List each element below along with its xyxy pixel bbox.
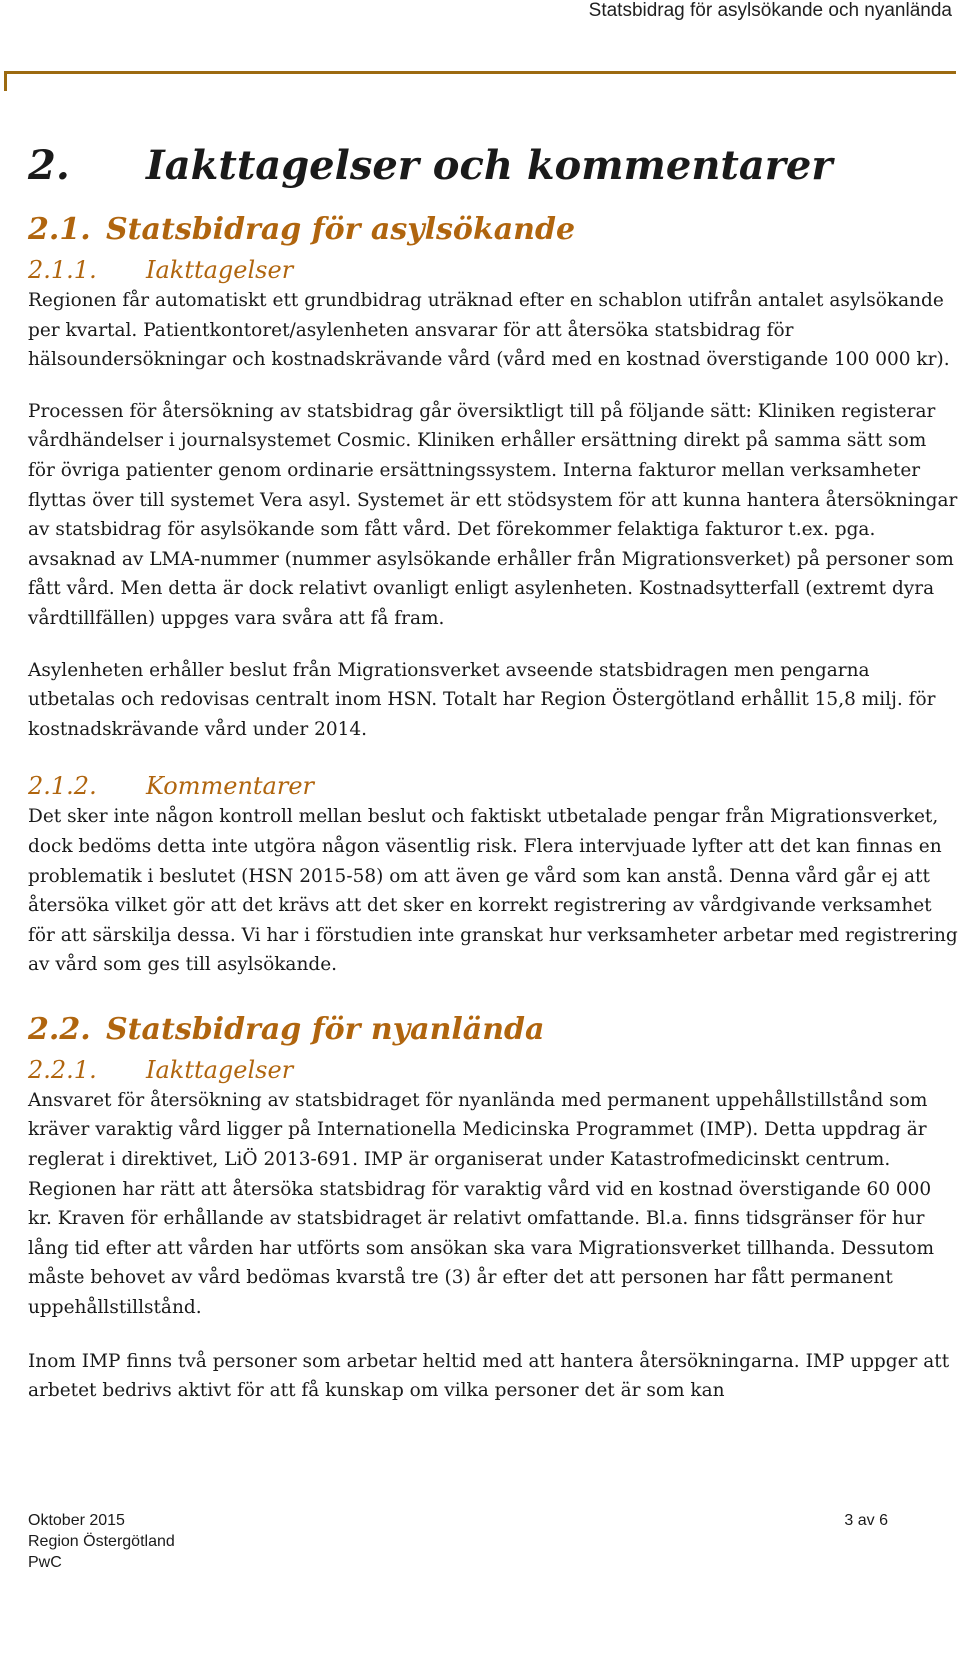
subsection-heading-2-1-2 (28, 770, 958, 802)
paragraph: Inom IMP finns två personer som arbetar heltid med att hantera återsökningarna. IMP uppger att arbetet bedrivs aktivt för att få kunskap om vilka personer det är som kan (28, 1350, 950, 1402)
chapter-title: Iakttagelser och kommentarer (146, 142, 833, 189)
section-title: Statsbidrag för asylsökande (106, 212, 576, 247)
subsection-title: Iakttagelser (146, 256, 294, 284)
subsection-title: Iakttagelser (146, 1055, 294, 1084)
paragraph: Ansvaret för återsökning av statsbidraget för nyanlända med permanent uppehållstillstånd som kräver varaktig vård ligger på Internationella Medicinska Programmet (IMP). Detta uppdrag är reglerat i direktivet, LiÖ 2013-691. IMP är organiserat under Katastrofmedicinskt centrum. Regionen har rätt att återsöka statsbidrag för varaktig vård vid en kostnad överstigande 60 000 kr. Kraven för erhållande av statsbidraget är relativt omfattande. Bl.a. finns tidsgränser för hur lång tid efter att vården har utförts som ansökan ska vara Migrationsverket tillhanda. Dessutom måste behovet av vård bedömas kvarstå tre (3) år efter det att personen har fått permanent uppehållstillstånd. (28, 1089, 935, 1319)
paragraph: Regionen får automatiskt ett grundbidrag uträknad efter en schablon utifrån antalet asylsökande per kvartal. Patientkontoret/asylenheten ansvarar för att återsöka statsbidrag för hälsoundersökningar och kostnadskrävande vård (vård med en kostnad överstigande 100 000 kr). (28, 290, 950, 371)
section-number: 2.2. (28, 1011, 91, 1047)
chapter-heading (28, 140, 958, 192)
paragraph: Asylenheten erhåller beslut från Migrationsverket avseende statsbidragen men pengarna utbetalas och redovisas centralt inom HSN. Totalt har Region Östergötland erhållit 15,8 milj. för kostnadskrävande vård under 2014. (28, 659, 936, 740)
subsection-heading-2-2-1 (28, 1054, 958, 1086)
subsection-number: 2.2.1. (28, 1055, 97, 1084)
footer-date: Oktober 2015 (28, 1512, 125, 1529)
subsection-number: 2.1.1. (28, 256, 97, 284)
section-heading-2-1 (28, 210, 958, 250)
section-heading-2-2 (28, 1010, 958, 1050)
section-title: Statsbidrag för nyanlända (106, 1011, 545, 1047)
page-number: 3 av 6 (844, 1512, 888, 1529)
section-number: 2.1. (28, 212, 91, 247)
document-body (28, 140, 958, 1406)
paragraph: Det sker inte någon kontroll mellan beslut och faktiskt utbetalade pengar från Migrationsverket, dock bedöms detta inte utgöra någon väsentlig risk. Flera intervjuade lyfter att det kan finnas en problematik i beslutet (HSN 2015-58) om att även ge vård som kan anstå. Denna vård går ej att återsöka vilket gör att det krävs att det sker en korrekt registrering av vårdgivande verksamhet för att särskilja dessa. Vi har i förstudien inte granskat hur verksamheter arbetar med registrering av vård som ges till asylsökande. (28, 806, 958, 976)
page-footer (28, 1510, 888, 1573)
subsection-heading-2-1-1 (28, 254, 958, 286)
subsection-title: Kommentarer (146, 772, 315, 801)
footer-organization: Region Östergötland (28, 1533, 175, 1550)
subsection-number: 2.1.2. (28, 772, 97, 801)
running-header: Statsbidrag för asylsökande och nyanlända (588, 0, 952, 21)
footer-firm: PwC (28, 1554, 62, 1571)
header-rule (4, 71, 956, 74)
paragraph: Processen för återsökning av statsbidrag går översiktligt till på följande sätt: Kliniken registerar vårdhändelser i journalsystemet Cosmic. Kliniken erhåller ersättning direkt på samma sätt som för övriga patienter genom ordinarie ersättningssystem. Interna fakturor mellan verksamheter flyttas över till systemet Vera asyl. Systemet är ett stödsystem för att kunna hantera återsökningar av statsbidrag för asylsökande som fått vård. Det förekommer felaktiga fakturor t.ex. pga. avsaknad av LMA-nummer (nummer asylsökande erhåller från Migrationsverket) på personer som fått vård. Men detta är dock relativt ovanligt enligt asylenheten. Kostnadsytterfall (extremt dyra vårdtillfällen) uppges vara svåra att få fram. (28, 400, 958, 629)
chapter-number: 2. (28, 142, 70, 189)
header-rule-tick (4, 71, 7, 91)
